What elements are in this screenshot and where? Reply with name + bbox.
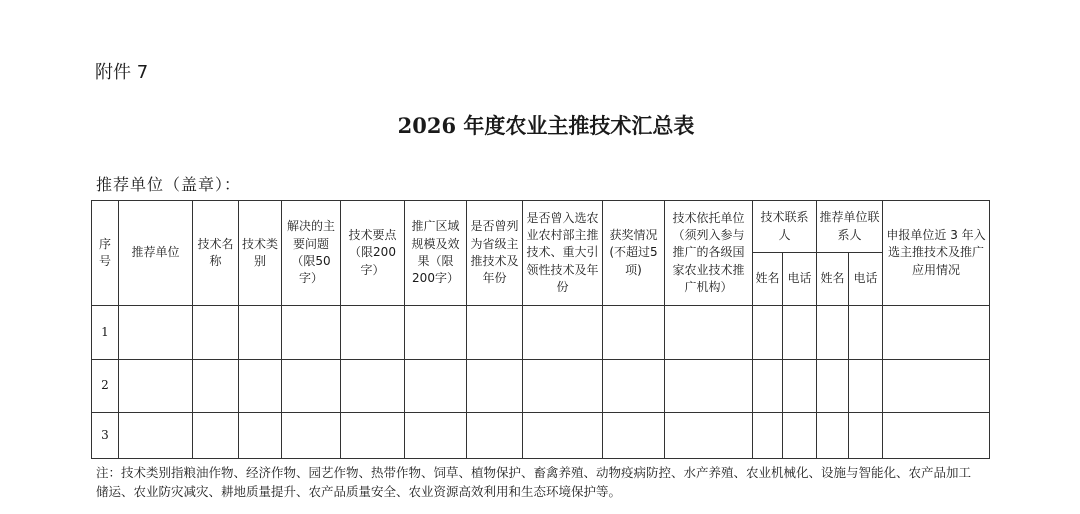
header-tech-contact-name: 姓名 <box>753 253 783 306</box>
header-tech-category: 技术类别 <box>239 201 282 306</box>
header-problem: 解决的主要问题（限50字） <box>282 201 341 306</box>
table-row <box>92 413 990 459</box>
attachment-label: 附件 7 <box>95 62 149 83</box>
footnote <box>96 463 976 502</box>
header-rec-contact: 推荐单位联系人 <box>817 201 883 253</box>
row-number: 2 <box>92 360 119 413</box>
header-tech-name: 技术名称 <box>193 201 239 306</box>
footnote-label: 注： <box>96 465 122 480</box>
summary-table <box>91 200 990 459</box>
header-tech-contact-phone: 电话 <box>783 253 817 306</box>
footnote-text: 技术类别指粮油作物、经济作物、园艺作物、热带作物、饲草、植物保护、畜禽养殖、动物疫病防控、水产养殖、农业机械化、设施与智能化、农产品加工储运、农业防灾减灾、耕地质量提升、农产品质量安全、农业资源高效利用和生态环境保护等。 <box>96 465 972 500</box>
table-row <box>92 306 990 360</box>
header-unit: 推荐单位 <box>119 201 193 306</box>
recommend-unit-label: 推荐单位（盖章）： <box>96 175 242 194</box>
header-history: 申报单位近 3 年入选主推技术及推广应用情况 <box>883 201 990 306</box>
row-number: 1 <box>92 306 119 360</box>
header-seq: 序号 <box>92 201 119 306</box>
row-number: 3 <box>92 413 119 459</box>
page-title: 2026 年度农业主推技术汇总表 <box>397 113 695 138</box>
header-national: 是否曾入选农业农村部主推技术、重大引领性技术及年份 <box>523 201 603 306</box>
header-awards: 获奖情况(不超过5项) <box>603 201 665 306</box>
header-key-points: 技术要点（限200字） <box>341 201 405 306</box>
header-tech-contact: 技术联系人 <box>753 201 817 253</box>
table-row <box>92 360 990 413</box>
header-agency: 技术依托单位（须列入参与推广的各级国家农业技术推广机构） <box>665 201 753 306</box>
header-rec-contact-name: 姓名 <box>817 253 849 306</box>
header-rec-contact-phone: 电话 <box>849 253 883 306</box>
header-promotion: 推广区域规模及效果（限200字） <box>405 201 467 306</box>
header-provincial: 是否曾列为省级主推技术及年份 <box>467 201 523 306</box>
